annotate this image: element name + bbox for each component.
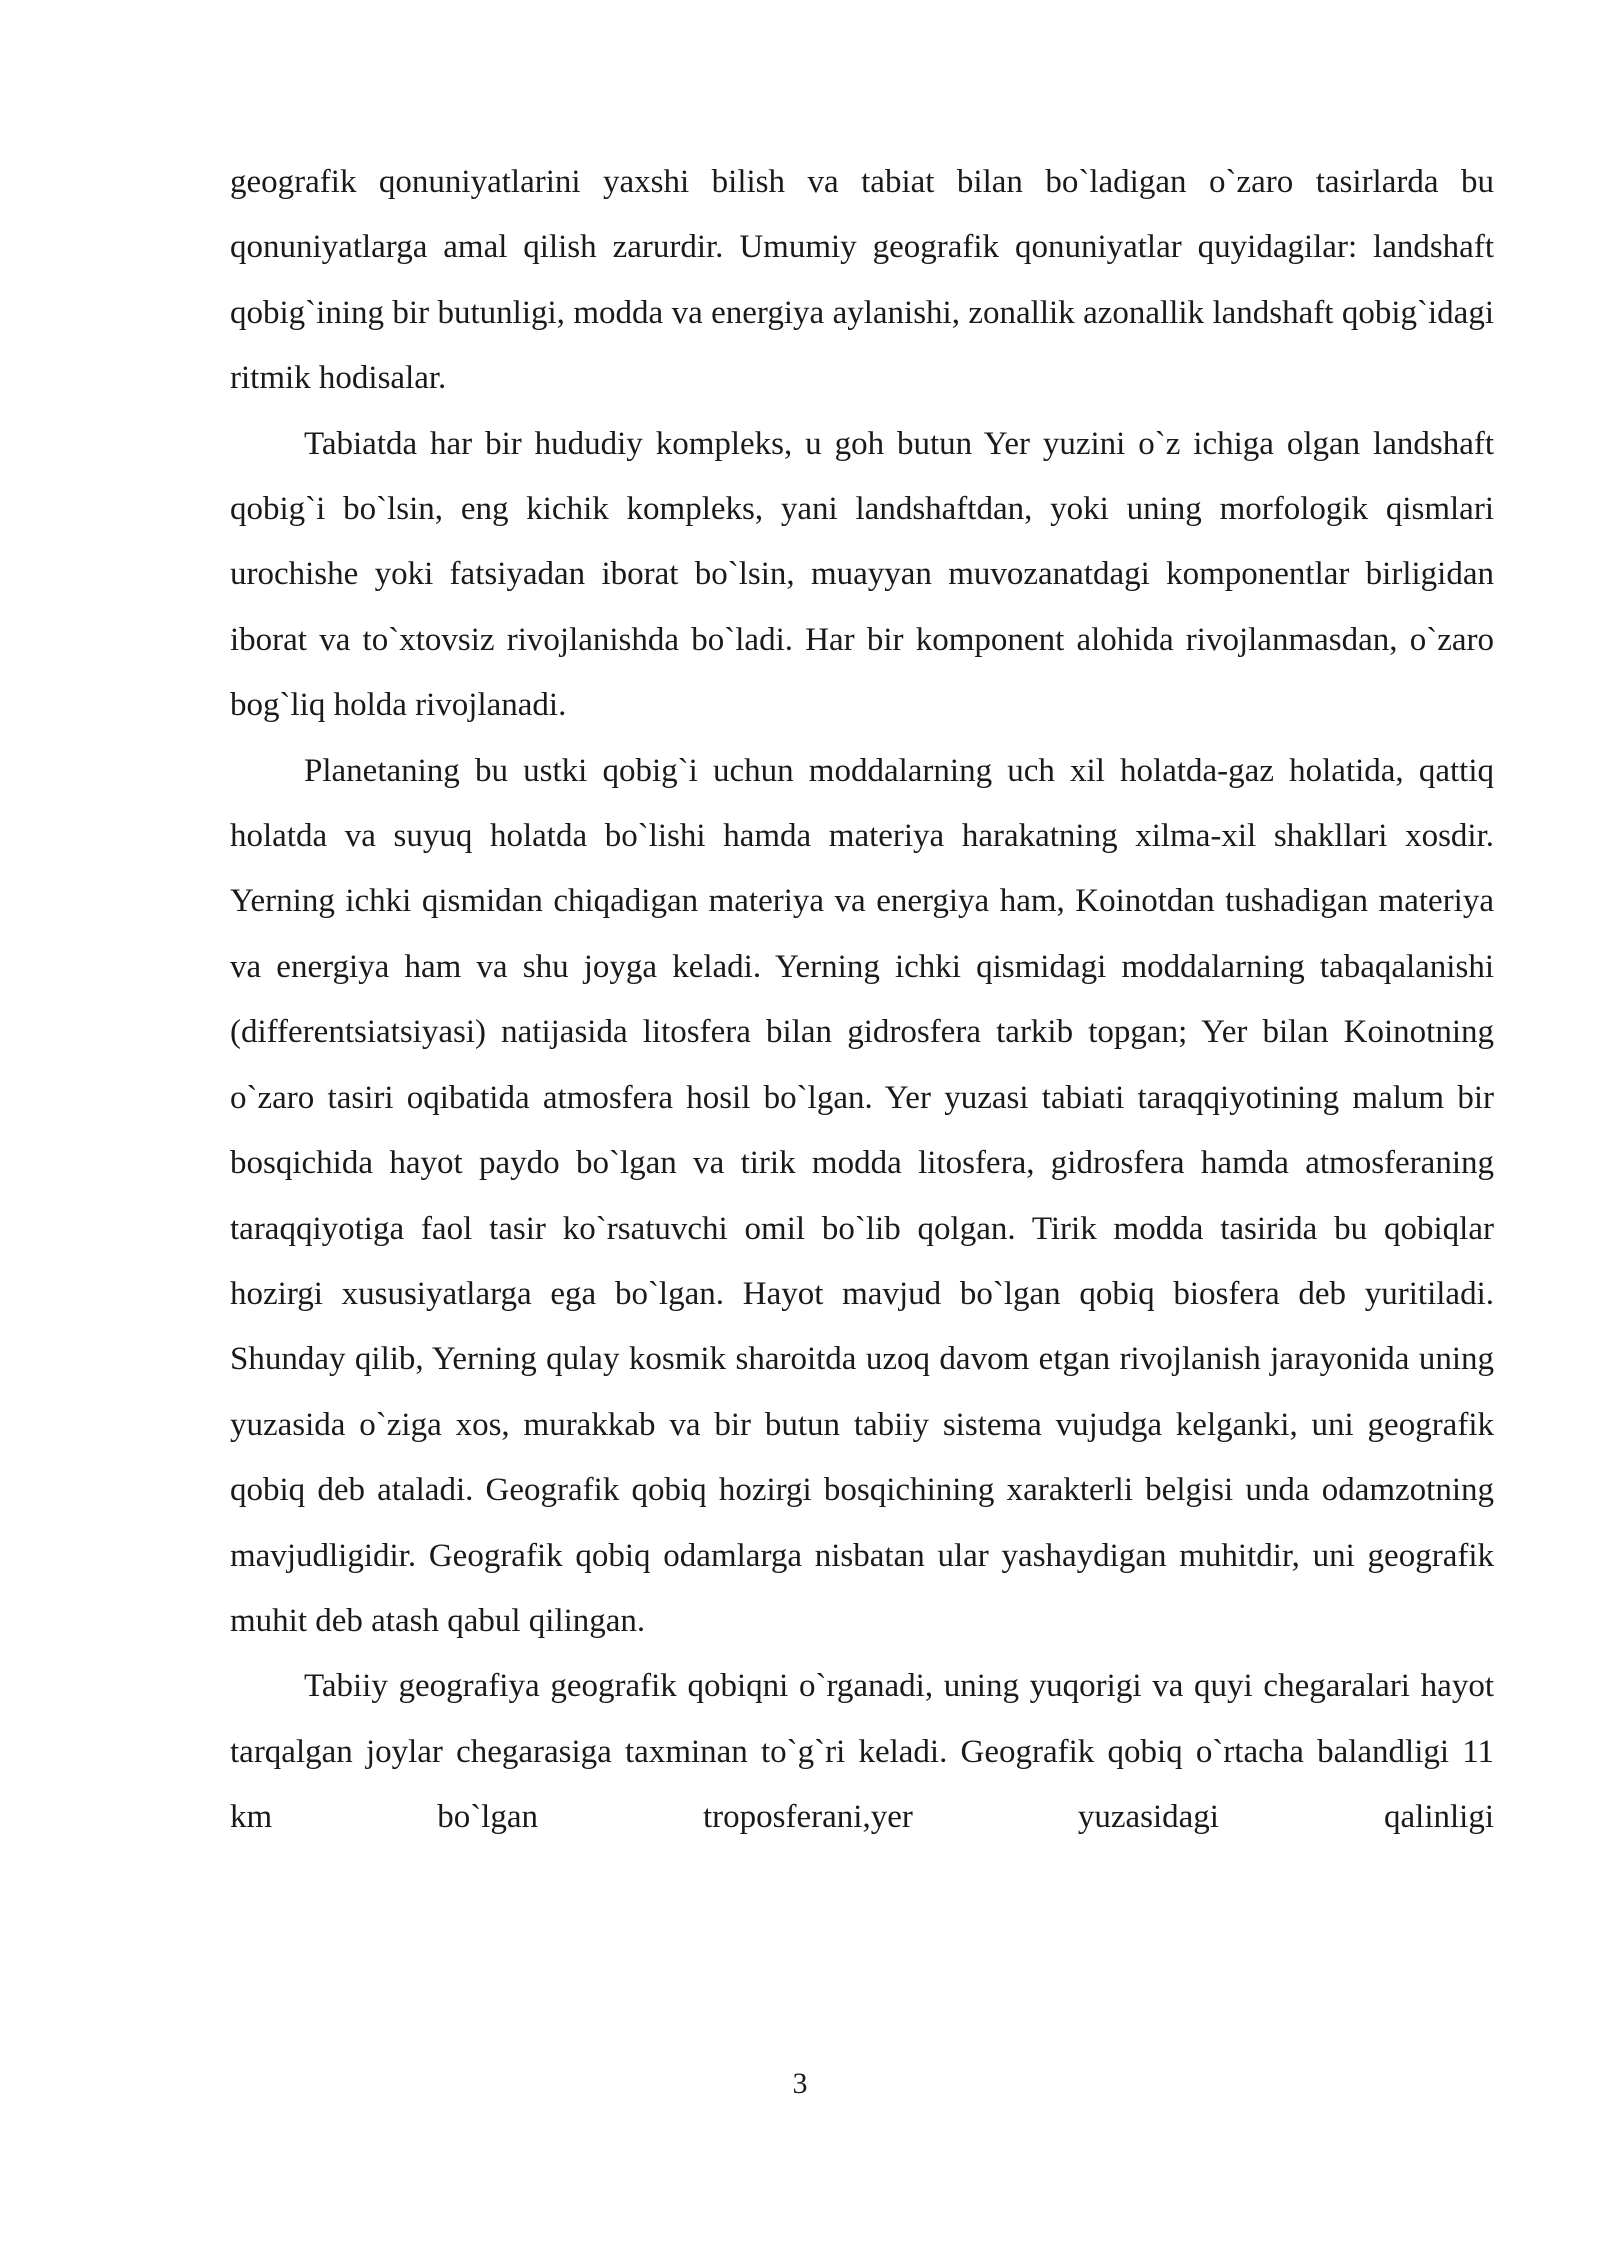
body-text [230,150,1494,1851]
page-number: 3 [792,2067,808,2100]
paragraph-1: geografik qonuniyatlarini yaxshi bilish va tabiat bilan bo`ladigan o`zaro tasirlarda bu qonuniyatlarga amal qilish zarurdir. Umumiy geografik qonuniyatlar quyidagilar: landshaft qobig`ining bir butunligi, modda va energiya aylanishi, zonallik azonallik landshaft qobig`idagi ritmik hodisalar. [230,164,1494,397]
paragraph-3: Planetaning bu ustki qobig`i uchun moddalarning uch xil holatda-gaz holatida, qattiq holatda va suyuq holatda bo`lishi hamda materiya harakatning xilma-xil shakllari xosdir. Yerning ichki qismidan chiqadigan materiya va energiya ham, Koinotdan tushadigan materiya va energiya ham va shu joyga keladi. Yerning ichki qismidagi moddalarning tabaqalanishi (differentsiatsiyasi) natijasida litosfera bilan gidrosfera tarkib topgan; Yer bilan Koinotning o`zaro tasiri oqibatida atmosfera hosil bo`lgan. Yer yuzasi tabiati taraqqiyotining malum bir bosqichida hayot paydo bo`lgan va tirik modda litosfera, gidrosfera hamda atmosferaning taraqqiyotiga faol tasir ko`rsatuvchi omil bo`lib qolgan. Tirik modda tasirida bu qobiqlar hozirgi xususiyatlarga ega bo`lgan. Hayot mavjud bo`lgan qobiq biosfera deb yuritiladi. Shunday qilib, Yerning qulay kosmik sharoitda uzoq davom etgan rivojlanish jarayonida uning yuzasida o`ziga xos, murakkab va bir butun tabiiy sistema vujudga kelganki, uni geografik qobiq deb ataladi. Geografik qobiq hozirgi bosqichining xarakterli belgisi unda odamzotning mavjudligidir. Geografik qobiq odamlarga nisbatan ular yashaydigan muhitdir, uni geografik muhit deb atash qabul qilingan. [230,752,1494,1639]
paragraph-4: Tabiiy geografiya geografik qobiqni o`rganadi, uning yuqorigi va quyi chegaralari hayot tarqalgan joylar chegarasiga taxminan to`g`ri keladi. Geografik qobiq o`rtacha balandligi 11 km bo`lgan troposferani,yer yuzasidagi qalinligi [230,1668,1494,1836]
paragraph-2: Tabiatda har bir hududiy kompleks, u goh butun Yer yuzini o`z ichiga olgan landshaft qobig`i bo`lsin, eng kichik kompleks, yani landshaftdan, yoki uning morfologik qismlari urochishe yoki fatsiyadan iborat bo`lsin, muayyan muvozanatdagi komponentlar birligidan iborat va to`xtovsiz rivojlanishda bo`ladi. Har bir komponent alohida rivojlanmasdan, o`zaro bog`liq holda rivojlanadi. [230,425,1494,724]
